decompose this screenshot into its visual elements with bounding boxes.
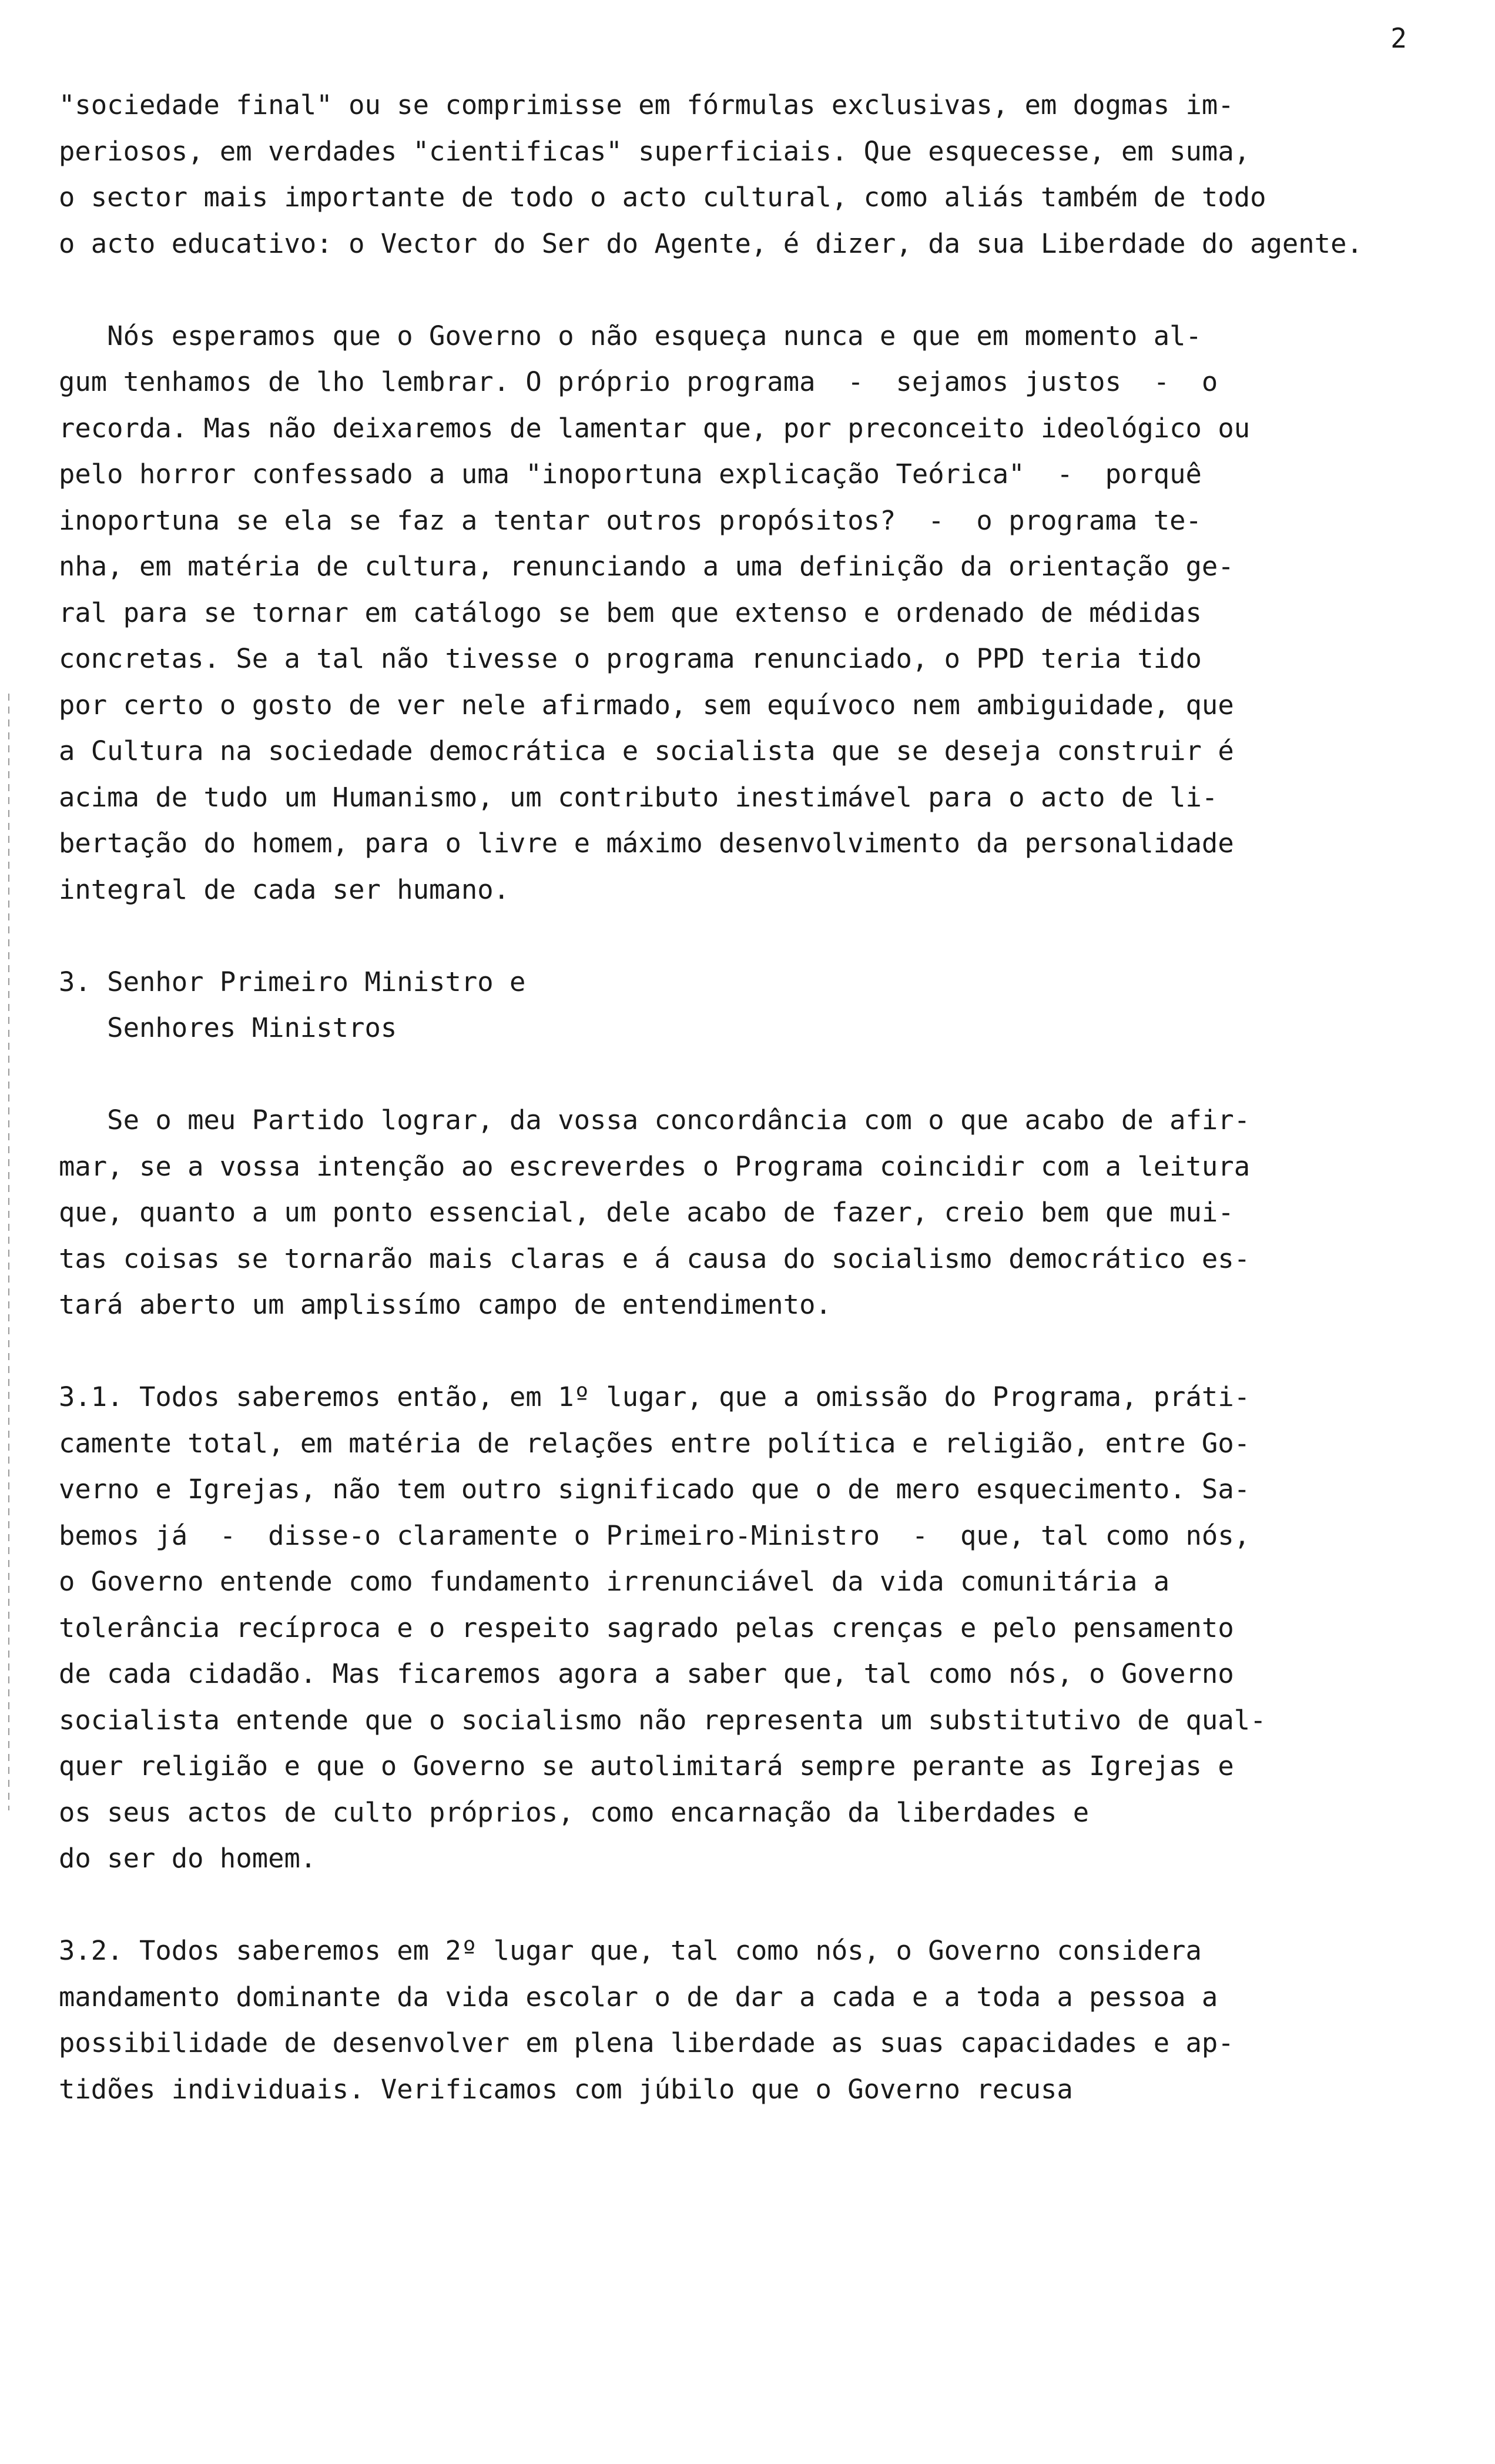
text-line: nha, em matéria de cultura, renunciando a uma definição da orientação ge- [59, 551, 1234, 582]
text-line: Nós esperamos que o Governo o não esqueça nunca e que em momento al- [59, 320, 1202, 351]
text-line: integral de cada ser humano. [59, 873, 510, 905]
text-line: "sociedade final" ou se comprimisse em fórmulas exclusivas, em dogmas im- [59, 89, 1234, 120]
text-line: gum tenhamos de lho lembrar. O próprio programa - sejamos justos - o [59, 366, 1218, 397]
text-line: bertação do homem, para o livre e máximo desenvolvimento da personalidade [59, 828, 1234, 859]
text-line: por certo o gosto de ver nele afirmado, sem equívoco nem ambiguidade, que [59, 689, 1234, 721]
text-line: 3. Senhor Primeiro Ministro e [59, 966, 526, 997]
paragraph-gap [59, 913, 1428, 959]
paragraph-gap [59, 267, 1428, 313]
paragraph-gap [59, 1052, 1428, 1098]
text-line: bemos já - disse-o claramente o Primeiro-Ministro - que, tal como nós, [59, 1519, 1251, 1551]
text-line: tolerância recíproca e o respeito sagrado pelas crenças e pelo pensamento [59, 1612, 1234, 1643]
page-number: 2 [1390, 22, 1407, 54]
text-line: periosos, em verdades "cientificas" superficiais. Que esquecesse, em suma, [59, 135, 1251, 167]
text-line: quer religião e que o Governo se autolimitará sempre perante as Igrejas e [59, 1750, 1234, 1782]
text-line: que, quanto a um ponto essencial, dele acabo de fazer, creio bem que mui- [59, 1197, 1234, 1228]
text-line: pelo horror confessado a uma "inoportuna explicação Teórica" - porquê [59, 458, 1202, 490]
text-line: recorda. Mas não deixaremos de lamentar que, por preconceito ideológico ou [59, 412, 1251, 444]
text-line: concretas. Se a tal não tivesse o programa renunciado, o PPD teria tido [59, 643, 1202, 674]
text-line: a Cultura na sociedade democrática e socialista que se deseja construir é [59, 735, 1234, 766]
text-line: tidões individuais. Verificamos com júbilo que o Governo recusa [59, 2073, 1073, 2105]
text-line: ral para se tornar em catálogo se bem que extenso e ordenado de médidas [59, 597, 1202, 628]
text-line: de cada cidadão. Mas ficaremos agora a saber que, tal como nós, o Governo [59, 1658, 1234, 1689]
text-line: 3.1. Todos saberemos então, em 1º lugar, que a omissão do Programa, práti- [59, 1381, 1251, 1412]
text-line: verno e Igrejas, não tem outro significado que o de mero esquecimento. Sa- [59, 1474, 1251, 1505]
text-line: Senhores Ministros [59, 1012, 397, 1043]
text-line: mar, se a vossa intenção ao escreverdes o Programa coincidir com a leitura [59, 1150, 1251, 1182]
paragraph-gap [59, 1882, 1428, 1929]
text-line: tará aberto um amplissímo campo de entendimento. [59, 1289, 832, 1320]
text-line: inoportuna se ela se faz a tentar outros propósitos? - o programa te- [59, 504, 1202, 536]
margin-dotted-rule [8, 694, 9, 1810]
document-body [59, 82, 1428, 2113]
text-line: 3.2. Todos saberemos em 2º lugar que, tal como nós, o Governo considera [59, 1935, 1202, 1966]
text-line: o Governo entende como fundamento irrenunciável da vida comunitária a [59, 1566, 1170, 1597]
paragraph-gap [59, 1328, 1428, 1375]
text-line: o acto educativo: o Vector do Ser do Agente, é dizer, da sua Liberdade do agente. [59, 227, 1363, 259]
text-line: tas coisas se tornarão mais claras e á causa do socialismo democrático es- [59, 1243, 1251, 1274]
text-line: os seus actos de culto próprios, como encarnação da liberdades e [59, 1796, 1090, 1828]
text-line: Se o meu Partido lograr, da vossa concordância com o que acabo de afir- [59, 1104, 1251, 1136]
text-line: o sector mais importante de todo o acto cultural, como aliás também de todo [59, 182, 1266, 213]
text-line: mandamento dominante da vida escolar o de dar a cada e a toda a pessoa a [59, 1981, 1218, 2013]
text-line: socialista entende que o socialismo não representa um substitutivo de qual- [59, 1704, 1266, 1736]
text-line: acima de tudo um Humanismo, um contributo inestimável para o acto de li- [59, 781, 1218, 813]
text-line: possibilidade de desenvolver em plena liberdade as suas capacidades e ap- [59, 2027, 1234, 2058]
text-line: do ser do homem. [59, 1843, 317, 1874]
text-line: camente total, em matéria de relações entre política e religião, entre Go- [59, 1427, 1251, 1459]
